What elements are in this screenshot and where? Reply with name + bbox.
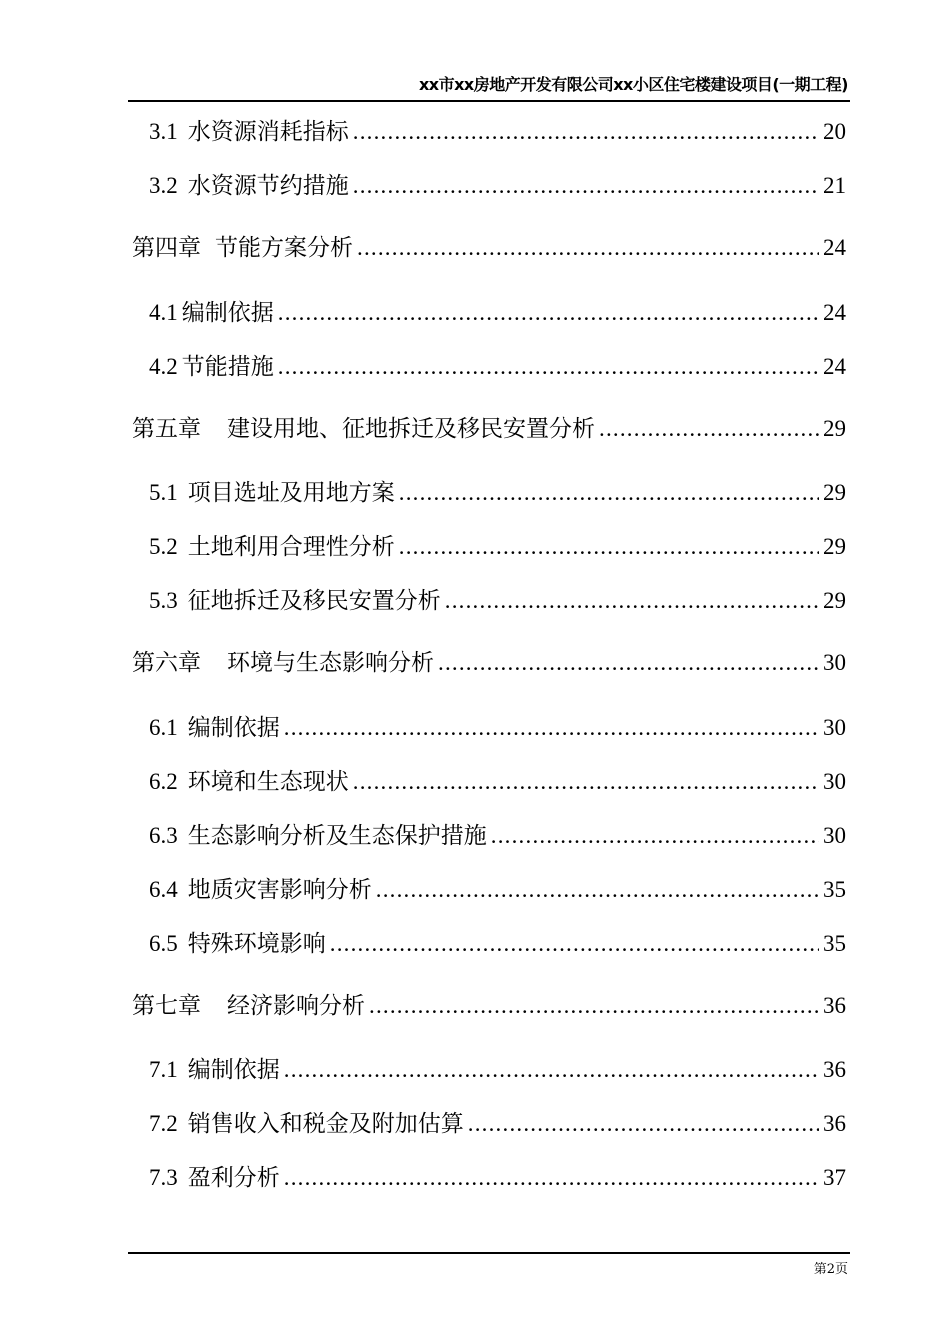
toc-leader <box>353 173 819 199</box>
toc-title: 水资源消耗指标 <box>187 119 349 145</box>
toc-leader <box>284 1057 819 1083</box>
toc-title: 环境与生态影响分析 <box>227 650 434 676</box>
toc-number: 6.3 <box>149 823 178 848</box>
toc-number: 第五章 <box>132 416 201 442</box>
toc-number: 6.5 <box>149 931 178 956</box>
toc-title: 节能方案分析 <box>215 235 353 261</box>
toc-entry-7-2[interactable] <box>149 1105 846 1137</box>
toc-leader <box>599 416 819 442</box>
toc-entry-4-2[interactable] <box>149 348 846 380</box>
toc-page: 29 <box>823 416 846 441</box>
toc-leader <box>330 931 819 957</box>
toc-number: 4.1 <box>149 300 178 325</box>
toc-leader <box>284 1165 819 1191</box>
toc-entry-chapter-7[interactable] <box>132 987 846 1019</box>
toc-leader <box>284 715 819 741</box>
toc-leader <box>399 480 819 506</box>
toc-entry-6-2[interactable] <box>149 763 846 795</box>
toc-entry-5-3[interactable] <box>149 582 846 614</box>
toc-leader <box>369 993 819 1019</box>
toc-entry-6-1[interactable] <box>149 709 846 741</box>
toc-title: 征地拆迁及移民安置分析 <box>187 588 441 614</box>
toc-entry-3-1[interactable] <box>149 113 846 145</box>
toc-number: 第四章 <box>132 235 201 261</box>
toc-entry-5-1[interactable] <box>149 474 846 506</box>
toc-leader <box>399 534 819 560</box>
toc-page: 29 <box>823 534 846 559</box>
toc-number: 6.1 <box>149 715 178 740</box>
toc-page: 30 <box>823 650 846 675</box>
toc-number: 7.1 <box>149 1057 178 1082</box>
toc-title: 土地利用合理性分析 <box>187 534 395 560</box>
toc-leader <box>376 877 819 903</box>
toc-leader <box>491 823 819 849</box>
toc-page: 35 <box>823 877 846 902</box>
toc-entry-4-1[interactable] <box>149 294 846 326</box>
toc-leader <box>468 1111 819 1137</box>
toc-title: 编制依据 <box>187 1057 280 1083</box>
footer-rule <box>128 1252 850 1254</box>
toc-leader <box>278 300 819 326</box>
toc-leader <box>278 354 819 380</box>
toc-entry-6-4[interactable] <box>149 871 846 903</box>
toc-number: 7.3 <box>149 1165 178 1190</box>
toc-number: 第七章 <box>132 993 201 1019</box>
toc-title: 生态影响分析及生态保护措施 <box>187 823 487 849</box>
toc-title: 项目选址及用地方案 <box>187 480 395 506</box>
toc-number: 第六章 <box>132 650 201 676</box>
toc-number: 5.3 <box>149 588 178 613</box>
toc-leader <box>357 235 819 261</box>
toc-title: 盈利分析 <box>187 1165 280 1191</box>
toc-entry-6-5[interactable] <box>149 925 846 957</box>
toc-page: 24 <box>823 235 846 260</box>
toc-number: 4.2 <box>149 354 178 379</box>
toc-leader <box>438 650 819 676</box>
toc-entry-chapter-4[interactable] <box>132 229 846 261</box>
toc-page: 21 <box>823 173 846 198</box>
toc-title: 地质灾害影响分析 <box>187 877 372 903</box>
toc-entry-chapter-5[interactable] <box>132 410 846 442</box>
toc-page: 24 <box>823 300 846 325</box>
page-number: 第2页 <box>813 1262 848 1277</box>
toc-leader <box>353 769 819 795</box>
toc-page: 35 <box>823 931 846 956</box>
toc-entry-7-3[interactable] <box>149 1159 846 1191</box>
toc-number: 5.1 <box>149 480 178 505</box>
toc-title: 节能措施 <box>181 354 274 380</box>
toc-page: 36 <box>823 1057 846 1082</box>
toc-number: 6.2 <box>149 769 178 794</box>
toc-entry-3-2[interactable] <box>149 167 846 199</box>
toc-page: 30 <box>823 769 846 794</box>
toc-entry-5-2[interactable] <box>149 528 846 560</box>
toc-title: 编制依据 <box>181 300 274 326</box>
toc-title: 环境和生态现状 <box>187 769 349 795</box>
toc-page: 20 <box>823 119 846 144</box>
toc-number: 5.2 <box>149 534 178 559</box>
toc-number: 7.2 <box>149 1111 178 1136</box>
toc-page: 29 <box>823 588 846 613</box>
toc-page: 37 <box>823 1165 846 1190</box>
toc-number: 6.4 <box>149 877 178 902</box>
toc-leader <box>445 588 819 614</box>
toc-title: 经济影响分析 <box>227 993 365 1019</box>
toc-leader <box>353 119 819 145</box>
toc-title: 销售收入和税金及附加估算 <box>187 1111 464 1137</box>
toc-entry-chapter-6[interactable] <box>132 644 846 676</box>
toc-entry-7-1[interactable] <box>149 1051 846 1083</box>
toc-page: 30 <box>823 823 846 848</box>
toc-title: 特殊环境影响 <box>187 931 326 957</box>
running-header: xx市xx房地产开发有限公司xx小区住宅楼建设项目(一期工程) <box>418 75 848 94</box>
toc-title: 建设用地、征地拆迁及移民安置分析 <box>227 416 595 442</box>
toc-title: 水资源节约措施 <box>187 173 349 199</box>
toc-entry-6-3[interactable] <box>149 817 846 849</box>
toc-title: 编制依据 <box>187 715 280 741</box>
toc-number: 3.1 <box>149 119 178 144</box>
toc-page: 36 <box>823 1111 846 1136</box>
toc-page: 29 <box>823 480 846 505</box>
toc-page: 36 <box>823 993 846 1018</box>
toc-page: 30 <box>823 715 846 740</box>
toc-number: 3.2 <box>149 173 178 198</box>
toc-page: 24 <box>823 354 846 379</box>
